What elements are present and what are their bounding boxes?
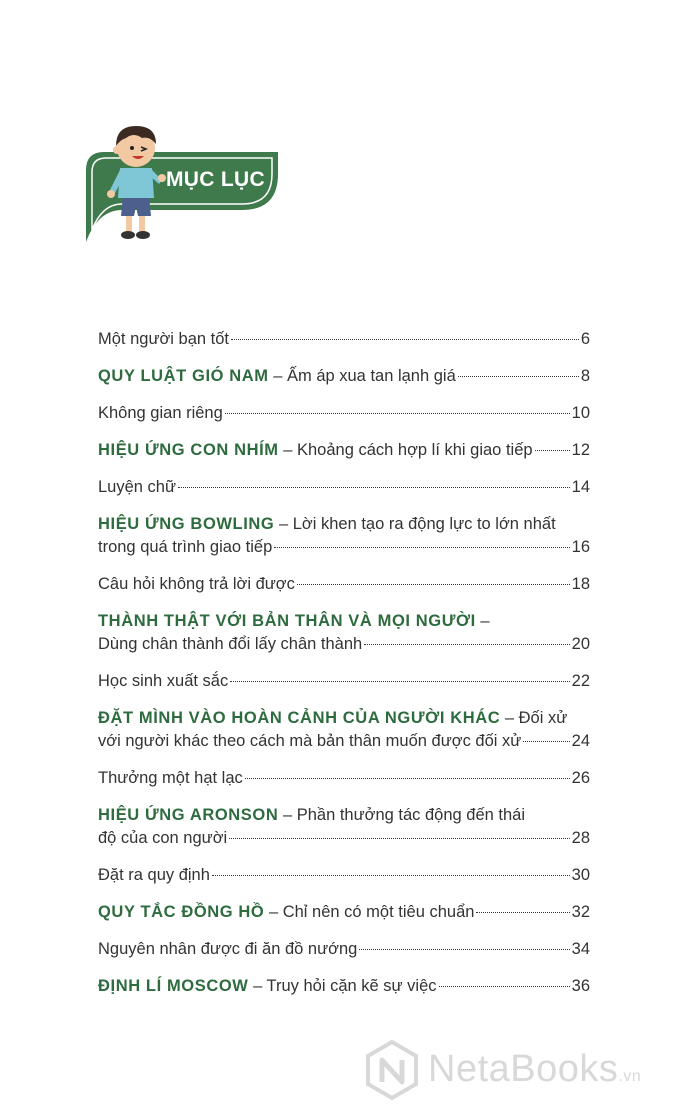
toc-line [98,610,590,633]
page-number: 8 [580,367,590,385]
toc-entry-text: Đặt ra quy định [98,866,210,884]
dot-leader [297,584,570,585]
toc-line [98,670,590,693]
toc-entry-text: với người khác theo cách mà bản thân muốn được đối xử [98,732,522,750]
page-number: 24 [571,732,590,750]
toc-entry[interactable] [98,767,590,790]
toc-topic-title: HIỆU ỨNG CON NHÍM [98,441,279,459]
toc-entry-text: Luyện chữ [98,478,177,496]
netabooks-logo-icon [362,1040,422,1100]
page-number: 18 [571,575,590,593]
dot-leader [476,912,569,913]
toc-line [98,864,590,887]
toc-entry-text: – [475,612,490,630]
toc-entry-text: Câu hỏi không trả lời được [98,575,295,593]
toc-line-text [98,806,525,824]
toc-line [98,707,590,730]
toc-topic-title: ĐỊNH LÍ MOSCOW [98,977,249,995]
toc-line-text [98,670,228,693]
watermark [362,1040,692,1100]
dot-leader [225,413,570,414]
toc-line [98,402,590,425]
toc-line-text [98,439,533,462]
page-number: 6 [580,330,590,348]
toc-entry[interactable] [98,328,590,351]
toc-entry-text: – Ấm áp xua tan lạnh giá [268,367,456,385]
toc-entry-text: Không gian riêng [98,404,223,422]
toc-line [98,730,590,753]
dot-leader [458,376,579,377]
toc-entry-text: Nguyên nhân được đi ăn đồ nướng [98,940,358,958]
toc-entry[interactable] [98,513,590,559]
toc-line-text [98,827,227,850]
toc-entry-text: Học sinh xuất sắc [98,672,229,690]
dot-leader [274,547,569,548]
toc-line-text [98,515,556,533]
toc-line-text [98,864,210,887]
page-number: 22 [571,672,590,690]
page-number: 32 [571,903,590,921]
toc-line-text [98,328,229,351]
dot-leader [178,487,570,488]
toc-line [98,365,590,388]
page-number: 30 [571,866,590,884]
page-title: MỤC LỤC [166,168,265,191]
toc-entry-text: – Truy hỏi cặn kẽ sự việc [248,977,437,995]
toc-line [98,476,590,499]
toc-entry-text: – Chỉ nên có một tiêu chuẩn [264,903,475,921]
toc-line [98,633,590,656]
dot-leader [523,741,569,742]
toc-line [98,804,590,827]
toc-entry-text: Dùng chân thành đổi lấy chân thành [98,635,363,653]
toc-line-text [98,938,357,961]
page-number: 34 [571,940,590,958]
toc-entry[interactable] [98,573,590,596]
toc-line [98,536,590,559]
toc-entry[interactable] [98,402,590,425]
toc-line [98,975,590,998]
watermark-text [428,1048,641,1091]
watermark-suffix: .vn [618,1068,642,1085]
toc-entry[interactable] [98,610,590,656]
toc-topic-title: ĐẶT MÌNH VÀO HOÀN CẢNH CỦA NGƯỜI KHÁC [98,709,501,727]
toc-line [98,513,590,536]
table-of-contents [98,328,590,1012]
page-number: 14 [571,478,590,496]
page-number: 16 [571,538,590,556]
toc-entry-text: – Lời khen tạo ra động lực to lớn nhất [274,515,556,533]
toc-entry-text: – Khoảng cách hợp lí khi giao tiếp [278,441,533,459]
toc-entry-text: trong quá trình giao tiếp [98,538,273,556]
toc-entry[interactable] [98,439,590,462]
toc-line-text [98,573,295,596]
toc-header [82,118,282,248]
page-number: 20 [571,635,590,653]
dot-leader [245,778,570,779]
toc-entry-text: – Phần thưởng tác động đến thái [278,806,525,824]
toc-line-text [98,633,362,656]
toc-line-text [98,476,176,499]
dot-leader [230,681,569,682]
toc-topic-title: HIỆU ỨNG ARONSON [98,806,279,824]
toc-line-text [98,536,272,559]
toc-entry[interactable] [98,938,590,961]
toc-topic-title: HIỆU ỨNG BOWLING [98,515,275,533]
dot-leader [359,949,569,950]
page-number: 10 [571,404,590,422]
dot-leader [231,339,579,340]
toc-line [98,938,590,961]
toc-line-text [98,365,456,388]
dot-leader [439,986,570,987]
page-number: 28 [571,829,590,847]
dot-leader [364,644,569,645]
toc-line [98,827,590,850]
toc-entry[interactable] [98,476,590,499]
toc-line-text [98,767,243,790]
toc-line-text [98,402,223,425]
toc-entry[interactable] [98,707,590,753]
dot-leader [229,838,569,839]
watermark-brand: NetaBooks [428,1048,619,1090]
toc-line [98,439,590,462]
dot-leader [535,450,570,451]
toc-entry-text: độ của con người [98,829,228,847]
toc-line [98,767,590,790]
toc-entry[interactable] [98,864,590,887]
toc-line [98,328,590,351]
toc-line-text [98,709,567,727]
boy-illustration [96,118,168,242]
toc-entry-text: Thưởng một hạt lạc [98,769,243,787]
toc-entry[interactable] [98,901,590,924]
toc-entry-text: – Đối xử [500,709,568,727]
toc-entry[interactable] [98,975,590,998]
page-number: 26 [571,769,590,787]
page-number: 36 [571,977,590,995]
dot-leader [212,875,570,876]
toc-line-text [98,612,490,630]
toc-line [98,901,590,924]
toc-entry-text: Một người bạn tốt [98,330,230,348]
toc-line-text [98,730,521,753]
toc-entry[interactable] [98,804,590,850]
toc-topic-title: QUY LUẬT GIÓ NAM [98,367,269,385]
toc-line-text [98,901,474,924]
toc-entry[interactable] [98,365,590,388]
toc-line-text [98,975,437,998]
toc-topic-title: QUY TẮC ĐỒNG HỒ [98,903,265,921]
toc-topic-title: THÀNH THẬT VỚI BẢN THÂN VÀ MỌI NGƯỜI [98,612,476,630]
toc-entry[interactable] [98,670,590,693]
toc-line [98,573,590,596]
page-number: 12 [571,441,590,459]
